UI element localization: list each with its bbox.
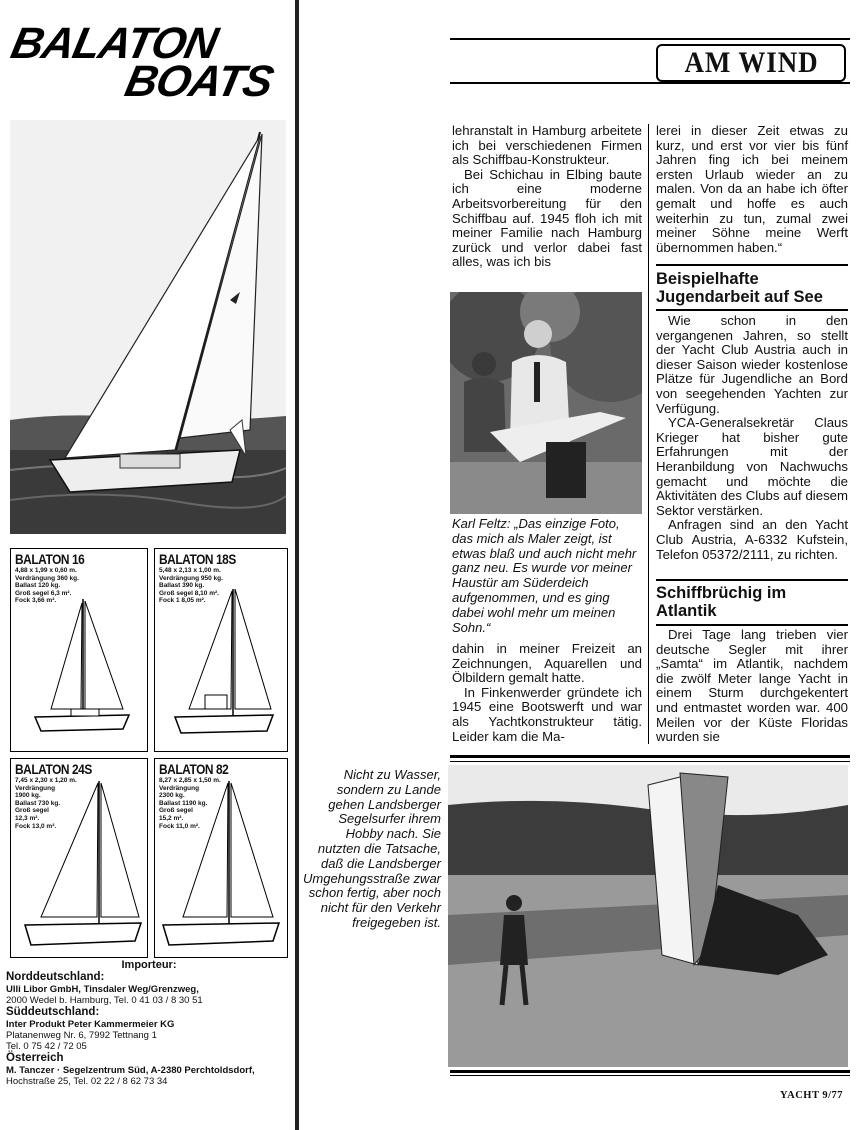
headline-jugendarbeit: Beispielhafte Jugendarbeit auf See — [656, 270, 823, 306]
importer-label: Importeur: — [121, 959, 177, 971]
column-separator — [648, 124, 649, 744]
card-title: BALATON 16 — [15, 551, 85, 567]
article-column-right-top — [656, 124, 848, 255]
headline-rule — [656, 309, 848, 311]
section-badge — [656, 44, 846, 82]
headline-rule — [656, 579, 848, 581]
region-name: Norddeutschland: — [6, 971, 105, 983]
photo-rule — [450, 755, 850, 758]
card-specs: 4,88 x 1,99 x 0,60 m. Verdrängung 360 kg. Ballast 120 kg. Groß segel 6,3 m². Fock 3,66 m². — [15, 567, 79, 605]
headline-rule — [656, 264, 848, 266]
page-footer: YACHT 9/77 — [780, 1090, 844, 1101]
photo-rule — [450, 1075, 850, 1076]
section-title: AM WIND — [683, 46, 819, 79]
card-title: BALATON 82 — [159, 761, 229, 777]
paragraph: YCA-Generalsekretär Claus Krieger hat bisher gute Erfahrungen mit der Heranbildung von Nachwuchs gemacht und möchte die Aktivitäten des Clubs auf diesem Sektor verstärken. — [656, 415, 848, 518]
article-column-middle-top — [452, 124, 642, 270]
region-line: 2000 Wedel b. Hamburg, Tel. 0 41 03 / 8 30 51 — [6, 995, 203, 1006]
paragraph: dahin in meiner Freizeit an Zeichnungen, Aquarellen und Ölbildern gemalt hatte. — [452, 641, 642, 686]
photo-caption-surf: Nicht zu Wasser, sondern zu Lande gehen Landsberger Segelsurfer ihrem Hobby nach. Sie nutzten die Tatsache, daß die Landsberger Umgehungsstraße zwar schon fertig, aber noch nicht für den Verkehr freigegeben ist. — [303, 767, 441, 930]
spec-card-balaton-16 — [10, 548, 148, 752]
region-line: Hochstraße 25, Tel. 02 22 / 8 62 73 34 — [6, 1076, 168, 1087]
article-schiffbruechig-body — [656, 628, 848, 745]
header-rule — [450, 82, 850, 84]
card-title: BALATON 24S — [15, 761, 92, 777]
logo-balaton-text: BALATON — [6, 19, 222, 68]
card-specs: 7,45 x 2,30 x 1,20 m. Verdrängung 1900 kg. Ballast 730 kg. Groß segel 12,3 m². Fock 13,0 m². — [15, 777, 77, 830]
region-line: Tel. 0 75 42 / 72 05 — [6, 1041, 87, 1052]
article-column-middle-bottom — [452, 642, 642, 744]
logo-boats-text: BOATS — [120, 57, 278, 106]
paragraph: In Finkenwerder gründete ich 1945 eine Bootswerft und war als Yachtkonstrukteur tätig. Leider kam die Ma- — [452, 684, 642, 744]
headline-rule — [656, 624, 848, 626]
card-specs: 5,48 x 2,13 x 1,00 m. Verdrängung 950 kg. Ballast 390 kg. Groß segel 8,10 m². Fock 1 8,05 m². — [159, 567, 223, 605]
spec-card-balaton-24s — [10, 758, 148, 958]
photo-rule — [450, 1070, 850, 1073]
region-line: Inter Produkt Peter Kammermeier KG — [6, 1019, 175, 1030]
spec-card-balaton-18s — [154, 548, 288, 752]
paragraph: Anfragen sind an den Yacht Club Austria, A-6332 Kufstein, Telefon 05372/2111, zu richten. — [656, 517, 848, 562]
spec-card-balaton-82 — [154, 758, 288, 958]
paragraph: Bei Schichau in Elbing baute ich eine moderne Arbeitsvorbereitung für den Schiffbau auf. 1945 floh ich mit meiner Familie nach Hamburg zurück und verlor dabei fast alles, was ich bis — [452, 166, 642, 270]
karl-feltz-photo — [450, 292, 642, 514]
headline-schiffbruechig: Schiffbrüchig im Atlantik — [656, 584, 787, 620]
paragraph: lerei in dieser Zeit etwas zu kurz, und erst vor vier bis fünf Jahren fing ich bei meinem ersten Urlaub wieder an zu malen. Von da an habe ich öfter gemalt und hoffe es auch weiterhin zu tun, zumal zwei meiner Söhne meine Werft übernommen haben.“ — [656, 123, 848, 255]
photo-rule — [450, 761, 850, 762]
card-specs: 8,27 x 2,85 x 1,50 m. Verdrängung 2300 kg. Ballast 1190 kg. Groß segel 15,2 m². Fock 11,0 m². — [159, 777, 221, 830]
card-title: BALATON 18S — [159, 551, 236, 567]
region-name: Österreich — [6, 1052, 64, 1064]
region-line: Platanenweg Nr. 6, 7992 Tettnang 1 — [6, 1030, 157, 1041]
paragraph: Drei Tage lang trieben vier deutsche Segler mit ihrer „Samta“ im Atlantik, nachdem die zwölf Meter lange Yacht in einem Sturm durchgekentert und entmastet worden war. 400 Meilen vor der Küste Floridas wurden sie — [656, 627, 848, 745]
article-jugendarbeit-body — [656, 314, 848, 562]
photo-caption-feltz: Karl Feltz: „Das einzige Foto, das mich als Maler zeigt, ist etwas blaß und auch nicht mehr ganz neu. Es wurde vor meiner Haustür am Süderdeich aufgenommen, und es ging dabei wohl mehr um meinen Sohn.“ — [452, 516, 637, 635]
paragraph: lehranstalt in Hamburg arbeitete ich bei verschiedenen Firmen als Schiffbau-Konstrukteur. — [452, 123, 642, 168]
header-rule — [450, 38, 850, 40]
sailboat-photo — [10, 120, 286, 534]
region-line: Ulli Libor GmbH, Tinsdaler Weg/Grenzweg, — [6, 984, 199, 995]
ad-logo — [6, 19, 290, 106]
region-line: M. Tanczer · Segelzentrum Süd, A-2380 Perchtoldsdorf, — [6, 1065, 255, 1076]
land-surfer-photo — [448, 765, 848, 1067]
importer-block — [6, 960, 292, 1087]
region-name: Süddeutschland: — [6, 1006, 100, 1018]
paragraph: Wie schon in den vergangenen Jahren, so stellt der Yacht Club Austria auch in dieser Saison wieder kostenlose Plätze für Jugendliche an Bord von seegehenden Yachten zur Verfügung. — [656, 313, 848, 416]
column-divider — [295, 0, 299, 1130]
